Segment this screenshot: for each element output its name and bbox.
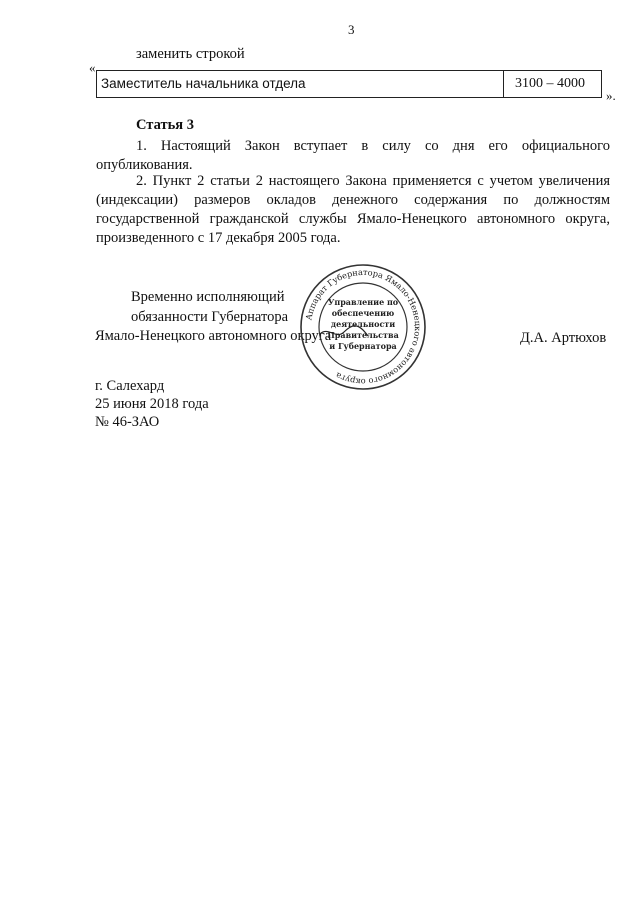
date: 25 июня 2018 года bbox=[95, 396, 209, 412]
article-paragraph-2: 2. Пункт 2 статьи 2 настоящего Закона применяется с учетом увеличения (индексации) размеров окладов денежного содержания по должностям государственной гражданской службы Ямало-Ненецкого автономного округа, произведенного с 17 декабря 2005 года. bbox=[96, 173, 610, 246]
table-divider bbox=[503, 71, 504, 97]
article-heading: Статья 3 bbox=[136, 117, 194, 133]
seal-center-line-1: Управление по bbox=[327, 297, 399, 307]
signatory-title-line-3: Ямало-Ненецкого автономного округа bbox=[95, 328, 332, 344]
close-quote: ». bbox=[606, 88, 616, 103]
position-cell: Заместитель начальника отдела bbox=[101, 76, 306, 91]
signatory-title-line-1: Временно исполняющий bbox=[131, 289, 285, 305]
signatory-title-line-2: обязанности Губернатора bbox=[131, 309, 289, 325]
seal-center-line-4: Правительства bbox=[327, 330, 399, 340]
seal-center-line-5: и Губернатора bbox=[329, 341, 397, 351]
open-quote: « bbox=[89, 60, 96, 75]
seal-ring-text: Аппарат Губернатора Ямало-Ненецкого автономного округа bbox=[303, 266, 424, 388]
salary-range-cell: 3100 – 4000 bbox=[515, 76, 585, 91]
seal-center-line-3: деятельности bbox=[330, 319, 396, 329]
replacement-intro: заменить строкой bbox=[136, 46, 245, 62]
article-paragraph-1: 1. Настоящий Закон вступает в силу со дня его официального опубликования. bbox=[96, 138, 610, 173]
seal-center-line-2: обеспечению bbox=[331, 308, 395, 318]
official-seal bbox=[298, 262, 428, 392]
signatory-name: Д.А. Артюхов bbox=[520, 330, 607, 346]
law-number: № 46-ЗАО bbox=[95, 414, 160, 430]
page-number: 3 bbox=[348, 22, 355, 37]
replacement-table-row bbox=[96, 70, 602, 98]
place: г. Салехард bbox=[95, 378, 165, 394]
